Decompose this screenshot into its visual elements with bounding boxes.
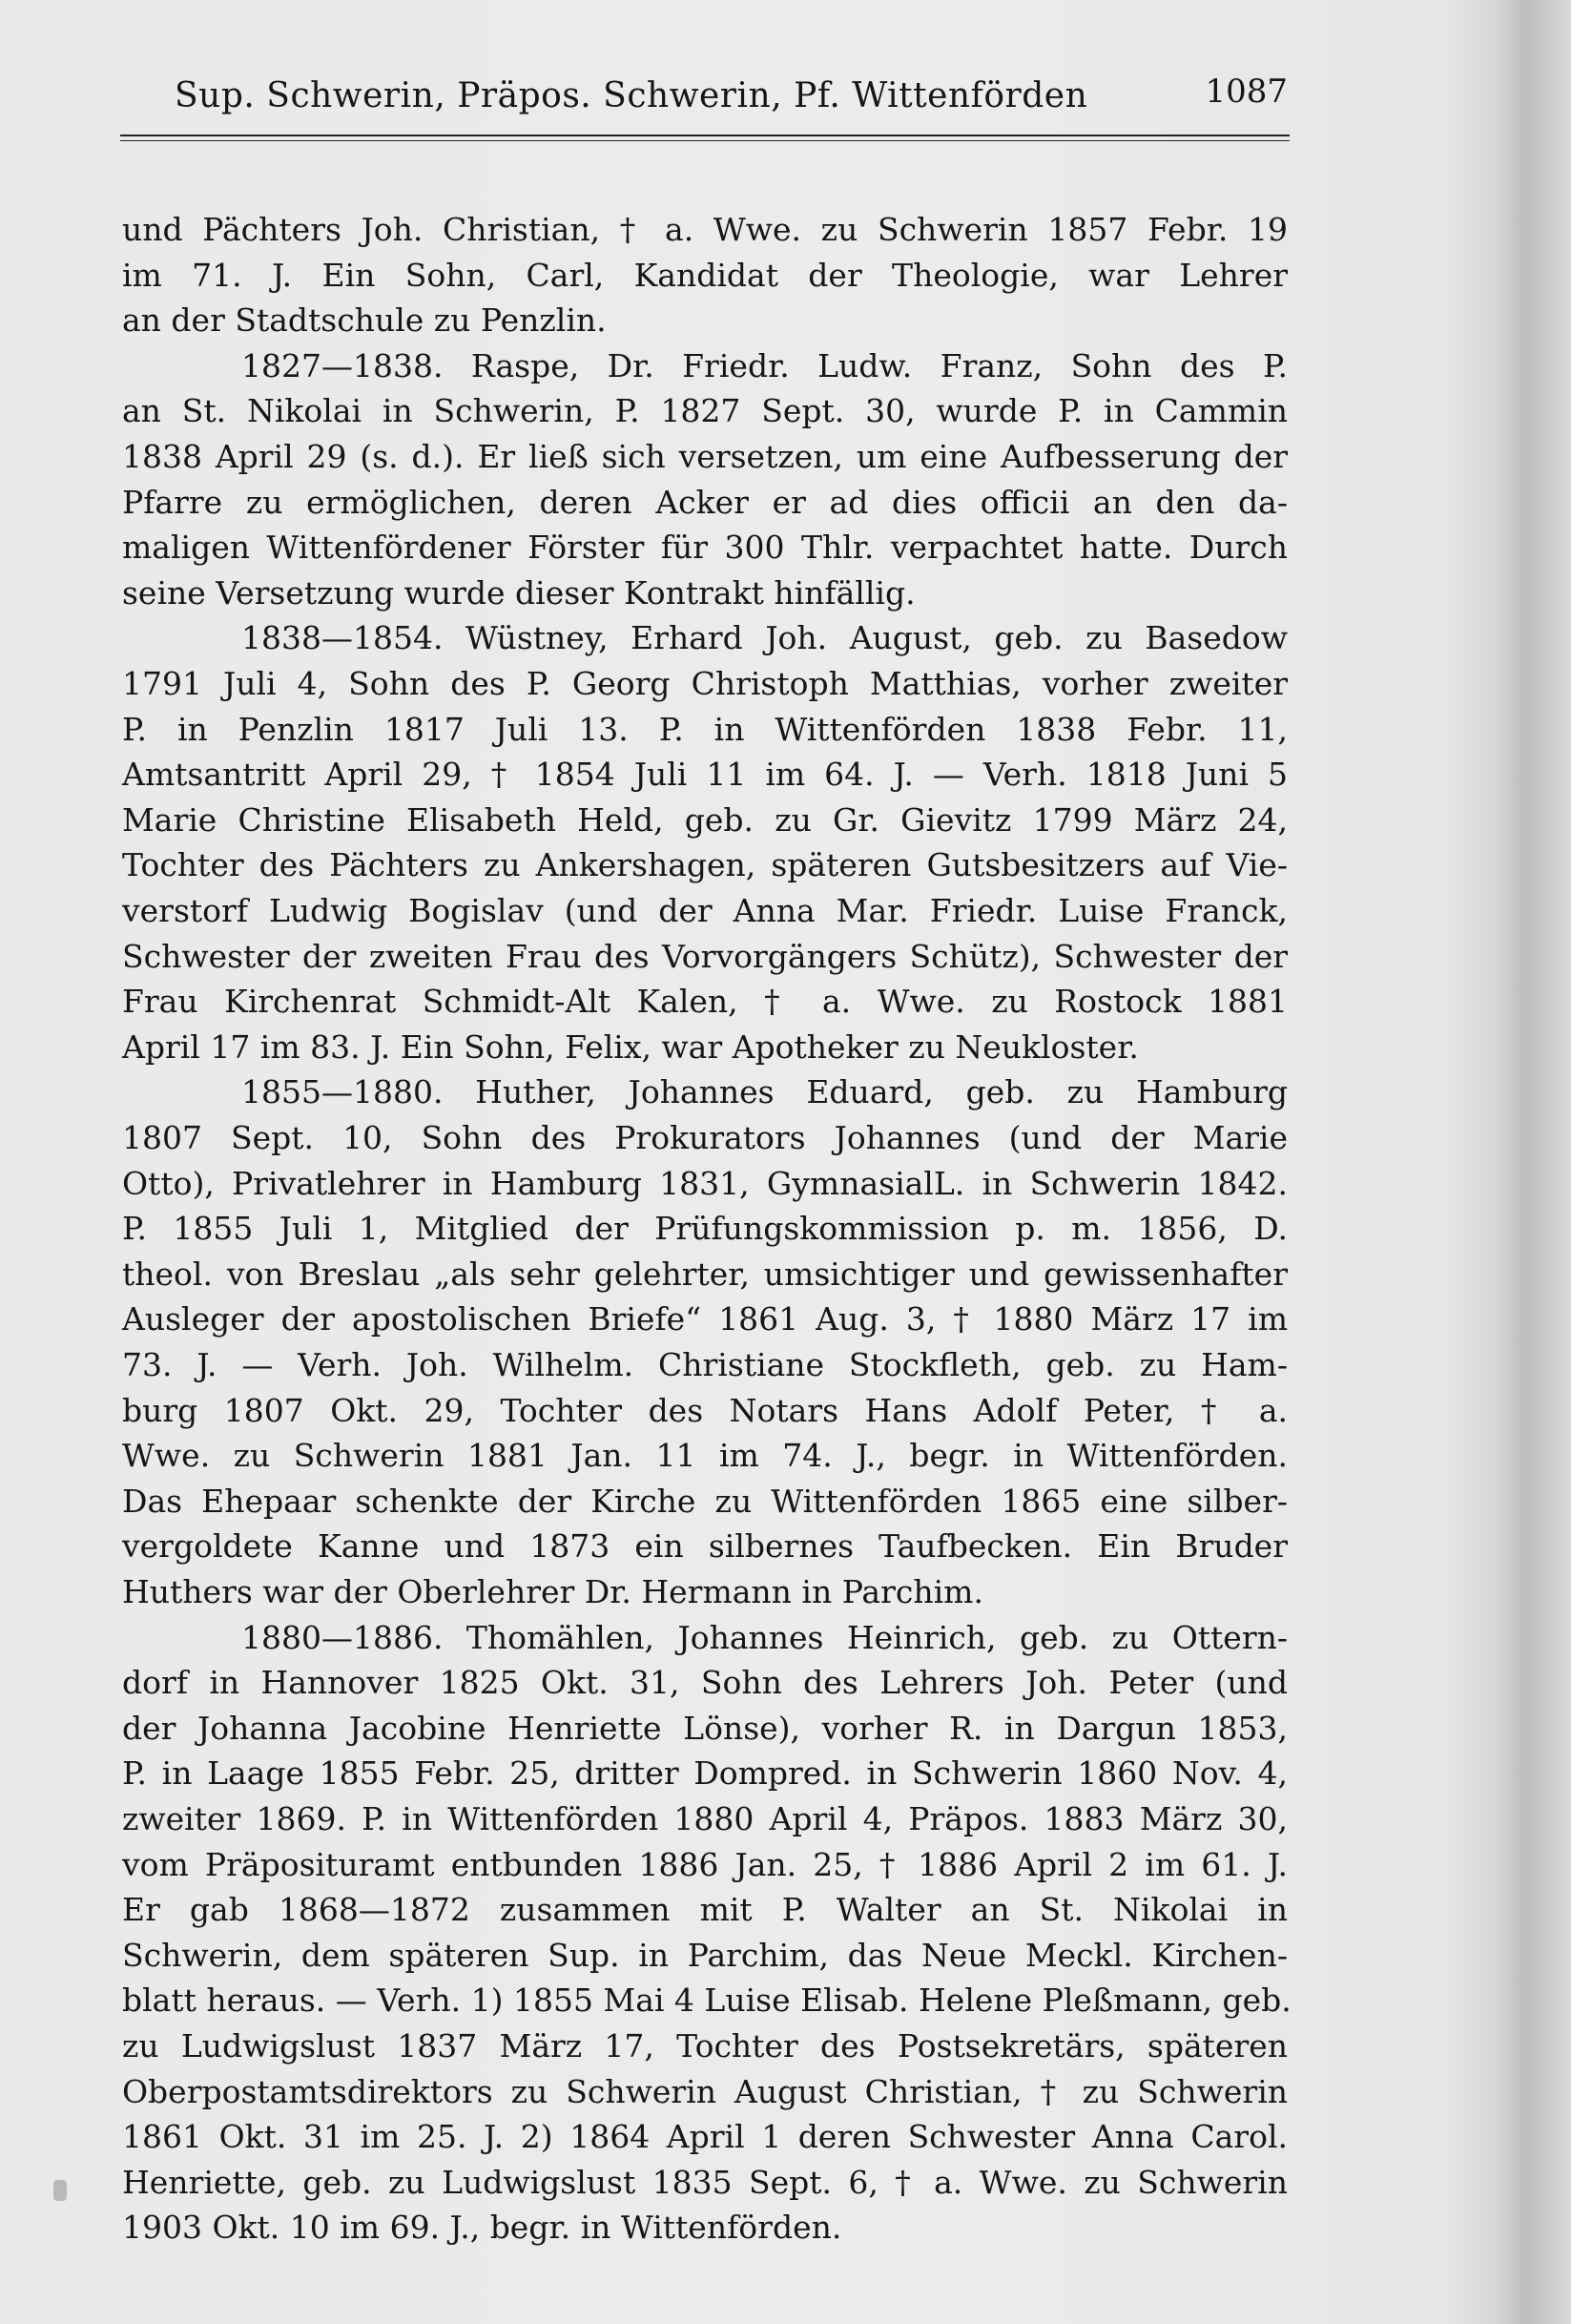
text-line: Amtsantritt April 29, † 1854 Juli 11 im 64. J. — Verh. 1818 Juni 5 <box>122 756 1288 794</box>
text-line: und Pächters Joh. Christian, † a. Wwe. zu Schwerin 1857 Febr. 19 <box>122 211 1288 248</box>
text-line: Henriette, geb. zu Ludwigslust 1835 Sept. 6, † a. Wwe. zu Schwerin <box>122 2163 1288 2201</box>
text-line: Schwester der zweiten Frau des Vorvorgängers Schütz), Schwester der <box>122 937 1288 975</box>
text-line: P. in Laage 1855 Febr. 25, dritter Dompred. in Schwerin 1860 Nov. 4, <box>122 1754 1288 1793</box>
text-line: theol. von Breslau „als sehr gelehrter, umsichtiger und gewissenhafter <box>122 1255 1288 1293</box>
text-line: Marie Christine Elisabeth Held, geb. zu Gr. Gievitz 1799 März 24, <box>122 800 1288 839</box>
text-line: an St. Nikolai in Schwerin, P. 1827 Sept. 30, wurde P. in Cammin <box>122 392 1288 430</box>
text-line: 1861 Okt. 31 im 25. J. 2) 1864 April 1 deren Schwester Anna Carol. <box>122 2118 1288 2156</box>
header-rule-top <box>120 135 1290 136</box>
header-rule-bottom <box>120 140 1290 141</box>
running-title: Sup. Schwerin, Präpos. Schwerin, Pf. Wittenförden <box>175 76 1088 115</box>
entry-first-line: 1827—1838. Raspe, Dr. Friedr. Ludw. Franz, Sohn des P. <box>241 346 1288 384</box>
text-line: Das Ehepaar schenkte der Kirche zu Wittenförden 1865 eine silber- <box>122 1482 1288 1520</box>
text-line: P. in Penzlin 1817 Juli 13. P. in Wittenförden 1838 Febr. 11, <box>122 710 1288 748</box>
page-number: 1087 <box>1205 73 1288 111</box>
text-line: Pfarre zu ermöglichen, deren Acker er ad dies officii an den da- <box>122 483 1288 521</box>
text-line: 1807 Sept. 10, Sohn des Prokurators Johannes (und der Marie <box>122 1119 1288 1156</box>
entry-first-line: 1855—1880. Huther, Johannes Eduard, geb. zu Hamburg <box>241 1073 1288 1111</box>
text-line: vergoldete Kanne und 1873 ein silbernes Taufbecken. Ein Bruder <box>122 1527 1288 1566</box>
text-line: Ausleger der apostolischen Briefe“ 1861 Aug. 3, † 1880 März 17 im <box>122 1300 1288 1338</box>
text-line: blatt heraus. — Verh. 1) 1855 Mai 4 Luise Elisab. Helene Pleßmann, geb. <box>122 1982 1292 2020</box>
text-line: Er gab 1868—1872 zusammen mit P. Walter an St. Nikolai in <box>122 1891 1288 1929</box>
text-line: seine Versetzung wurde dieser Kontrakt hinfällig. <box>122 573 916 612</box>
text-line: zweiter 1869. P. in Wittenförden 1880 April 4, Präpos. 1883 März 30, <box>122 1800 1288 1837</box>
text-line: Oberpostamtsdirektors zu Schwerin August Christian, † zu Schwerin <box>122 2072 1288 2110</box>
text-line: maligen Wittenfördener Förster für 300 Thlr. verpachtet hatte. Durch <box>122 529 1288 567</box>
text-line: im 71. J. Ein Sohn, Carl, Kandidat der Theologie, war Lehrer <box>122 256 1288 294</box>
entry-first-line: 1880—1886. Thomählen, Johannes Heinrich, geb. zu Ottern- <box>241 1618 1288 1656</box>
text-line: April 17 im 83. J. Ein Sohn, Felix, war Apotheker zu Neukloster. <box>122 1027 1139 1066</box>
running-header <box>122 67 1288 124</box>
text-line: burg 1807 Okt. 29, Tochter des Notars Hans Adolf Peter, † a. <box>122 1391 1288 1429</box>
text-line: P. 1855 Juli 1, Mitglied der Prüfungskommission p. m. 1856, D. <box>122 1210 1288 1248</box>
text-line: 1903 Okt. 10 im 69. J., begr. in Wittenförden. <box>122 2209 842 2247</box>
text-line: vom Präposituramt entbunden 1886 Jan. 25, † 1886 April 2 im 61. J. <box>122 1845 1288 1883</box>
text-line: Wwe. zu Schwerin 1881 Jan. 11 im 74. J., begr. in Wittenförden. <box>122 1437 1288 1475</box>
text-line: der Johanna Jacobine Henriette Lönse), vorher R. in Dargun 1853, <box>122 1709 1288 1747</box>
text-line: Tochter des Pächters zu Ankershagen, späteren Gutsbesitzers auf Vie- <box>122 846 1288 884</box>
text-line: zu Ludwigslust 1837 März 17, Tochter des Postsekretärs, späteren <box>122 2027 1288 2065</box>
text-line: Huthers war der Oberlehrer Dr. Hermann in Parchim. <box>122 1573 983 1610</box>
text-line: dorf in Hannover 1825 Okt. 31, Sohn des Lehrers Joh. Peter (und <box>122 1664 1288 1702</box>
text-line: Schwerin, dem späteren Sup. in Parchim, das Neue Meckl. Kirchen- <box>122 1936 1288 1974</box>
text-line: Otto), Privatlehrer in Hamburg 1831, GymnasialL. in Schwerin 1842. <box>122 1164 1288 1202</box>
scan-mark <box>53 2180 67 2201</box>
text-line: an der Stadtschule zu Penzlin. <box>122 301 607 340</box>
text-line: 1791 Juli 4, Sohn des P. Georg Christoph Matthias, vorher zweiter <box>122 665 1288 702</box>
text-line: 73. J. — Verh. Joh. Wilhelm. Christiane Stockfleth, geb. zu Ham- <box>122 1346 1288 1383</box>
entry-first-line: 1838—1854. Wüstney, Erhard Joh. August, geb. zu Basedow <box>241 619 1288 657</box>
text-line: Frau Kirchenrat Schmidt-Alt Kalen, † a. Wwe. zu Rostock 1881 <box>122 983 1288 1021</box>
text-line: verstorf Ludwig Bogislav (und der Anna Mar. Friedr. Luise Franck, <box>122 892 1288 929</box>
text-line: 1838 April 29 (s. d.). Er ließ sich versetzen, um eine Aufbesserung der <box>122 438 1288 475</box>
